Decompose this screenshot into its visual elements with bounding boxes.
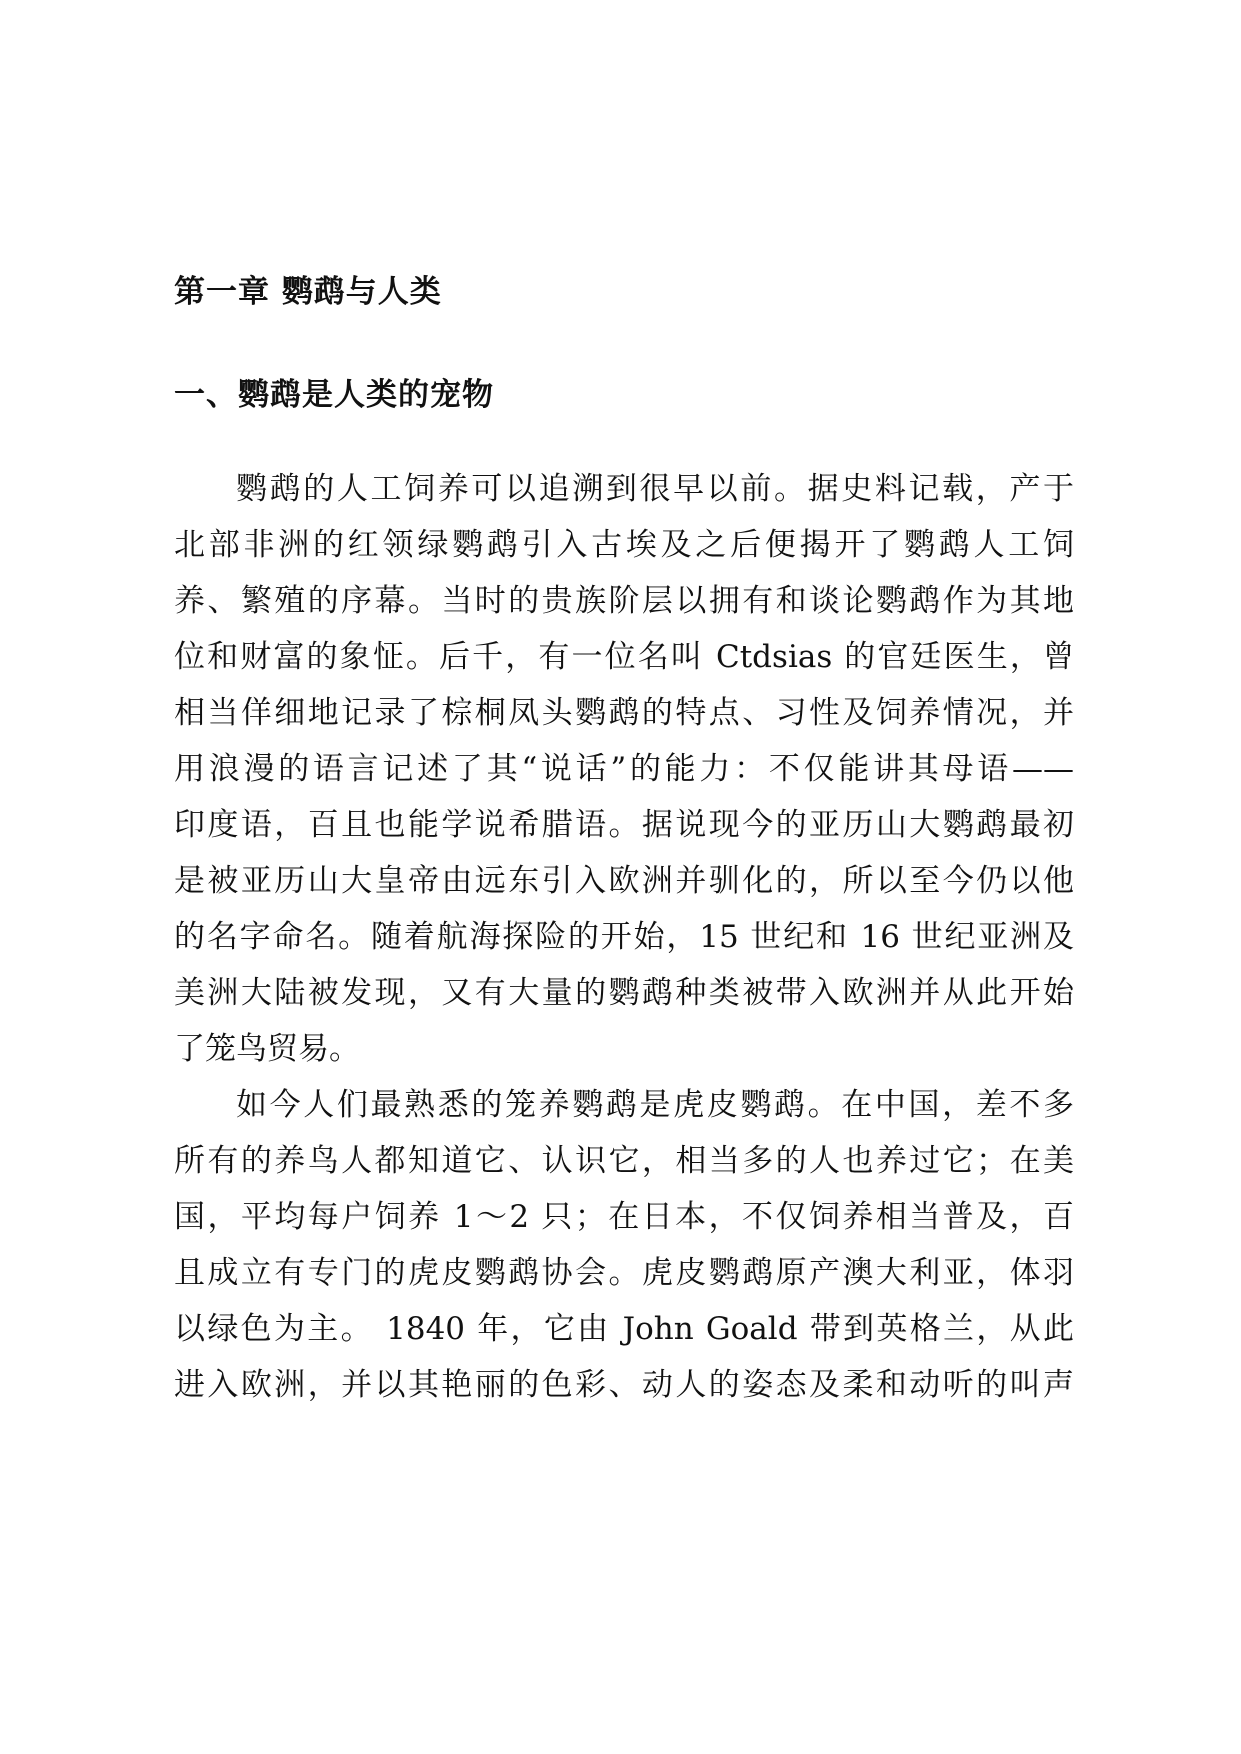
paragraph-1-line-3: 养、繁殖的序幕。当时的贵族阶层以拥有和谈论鹦鹉作为其地 <box>174 583 1074 619</box>
paragraph-2-line-1: 如今人们最熟悉的笼养鹦鹉是虎皮鹦鹉。在中国，差不多 <box>236 1087 1074 1123</box>
chapter-title: 第一章 鹦鹉与人类 <box>174 274 442 310</box>
paragraph-1-line-11: 了笼鸟贸易。 <box>174 1031 360 1067</box>
paragraph-2-line-2: 所有的养鸟人都知道它、认识它，相当多的人也养过它；在美 <box>174 1143 1074 1179</box>
paragraph-1-line-4: 位和财富的象怔。后千，有一位名叫 Ctdsias 的官廷医生，曾 <box>174 639 1074 675</box>
paragraph-1-line-10: 美洲大陆被发现，又有大量的鹦鹉种类被带入欧洲并从此开始 <box>174 975 1074 1011</box>
paragraph-1-line-6: 用浪漫的语言记述了其“说话”的能力：不仅能讲其母语—— <box>174 751 1074 787</box>
paragraph-1-line-9: 的名字命名。随着航海探险的开始，15 世纪和 16 世纪亚洲及 <box>174 919 1074 955</box>
paragraph-1-line-8: 是被亚历山大皇帝由远东引入欧洲并驯化的，所以至今仍以他 <box>174 863 1074 899</box>
paragraph-2-line-3: 国，平均每户饲养 1～2 只；在日本，不仅饲养相当普及，百 <box>174 1199 1074 1235</box>
paragraph-1-line-5: 相当佯细地记录了棕桐凤头鹦鹉的特点、习性及饲养情况，并 <box>174 695 1074 731</box>
section-title: 一、鹦鹉是人类的宠物 <box>174 377 494 413</box>
paragraph-2-line-6: 进入欧洲，并以其艳丽的色彩、动人的姿态及柔和动听的叫声 <box>174 1367 1074 1403</box>
paragraph-1-line-1: 鹦鹉的人工饲养可以追溯到很早以前。据史料记载，产于 <box>236 471 1074 507</box>
paragraph-2-line-5: 以绿色为主。 1840 年，它由 John Goald 带到英格兰，从此 <box>174 1311 1074 1347</box>
paragraph-1-line-7: 印度语，百且也能学说希腊语。据说现今的亚历山大鹦鹉最初 <box>174 807 1074 843</box>
paragraph-2-line-4: 且成立有专门的虎皮鹦鹉协会。虎皮鹦鹉原产澳大利亚，体羽 <box>174 1255 1074 1291</box>
paragraph-1-line-2: 北部非洲的红领绿鹦鹉引入古埃及之后便揭开了鹦鹉人工饲 <box>174 527 1074 563</box>
